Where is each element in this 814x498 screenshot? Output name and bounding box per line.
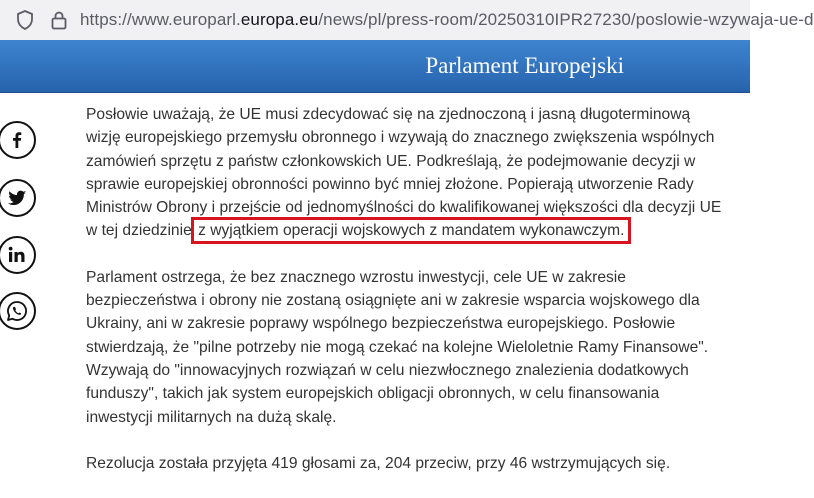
article-paragraph: Rezolucja została przyjęta 419 głosami za, 204 przeciw, przy 46 wstrzymujących się. — [86, 454, 671, 472]
linkedin-icon — [6, 244, 28, 266]
highlighted-phrase: z wyjątkiem operacji wojskowych z mandatem wykonawczym. — [198, 222, 625, 240]
article-body — [86, 103, 726, 498]
lock-icon[interactable] — [48, 9, 70, 31]
share-facebook-button[interactable] — [0, 121, 36, 159]
share-twitter-button[interactable] — [0, 179, 36, 217]
url-field[interactable] — [80, 10, 814, 30]
site-title[interactable]: Parlament Europejski — [425, 53, 624, 78]
share-whatsapp-button[interactable] — [0, 292, 36, 330]
site-header — [0, 40, 750, 93]
browser-address-bar — [0, 0, 814, 41]
shield-icon[interactable] — [14, 9, 36, 31]
url-path: /news/pl/press-room/20250310IPR27230/poslowie-wzywaja-ue-d — [318, 10, 814, 29]
article-paragraph: Parlament ostrzega, że bez znacznego wzrostu inwestycji, cele UE w zakresie bezpieczeństwa i obrony nie zostaną osiągnięte ani w zakresie wsparcia wojskowego dla Ukrainy, ani w zakresie poprawy wspólnego bezpieczeństwa europejskiego. Posłowie stwierdzają, że "pilne potrzeby nie mogą czekać na kolejne Wieloletnie Ramy Finansowe". Wzywają do "innowacyjnych rozwiązań w celu niezwłocznego znalezienia dodatkowych funduszy", takich jak system europejskich obligacji obronnych, w celu finansowania inwestycji militarnych na dużą skalę. — [86, 268, 709, 426]
twitter-icon — [6, 187, 28, 209]
url-prefix: https://www.europarl. — [80, 10, 241, 29]
paragraph-text: Posłowie uważają, że UE musi zdecydować się na zjednoczoną i jasną długoterminową wizję europejskiego przemysłu obronnego i wzywają do znacznego zwiększenia wspólnych zamówień sprzętu z państw członkowskich UE. Podkreślają, że podejmowanie decyzji w sprawie europejskiej obronności powinno być mniej złożone. Popierają utworzenie Rady Ministrów Obrony i przejście od jednomyślności do kwalifikowanej większości dla decyzji UE w tej dziedzinie — [86, 106, 722, 240]
article-paragraph — [86, 103, 726, 243]
whatsapp-icon — [5, 299, 29, 323]
facebook-icon — [6, 129, 28, 151]
share-linkedin-button[interactable] — [0, 236, 36, 274]
url-domain: europa.eu — [240, 10, 319, 29]
